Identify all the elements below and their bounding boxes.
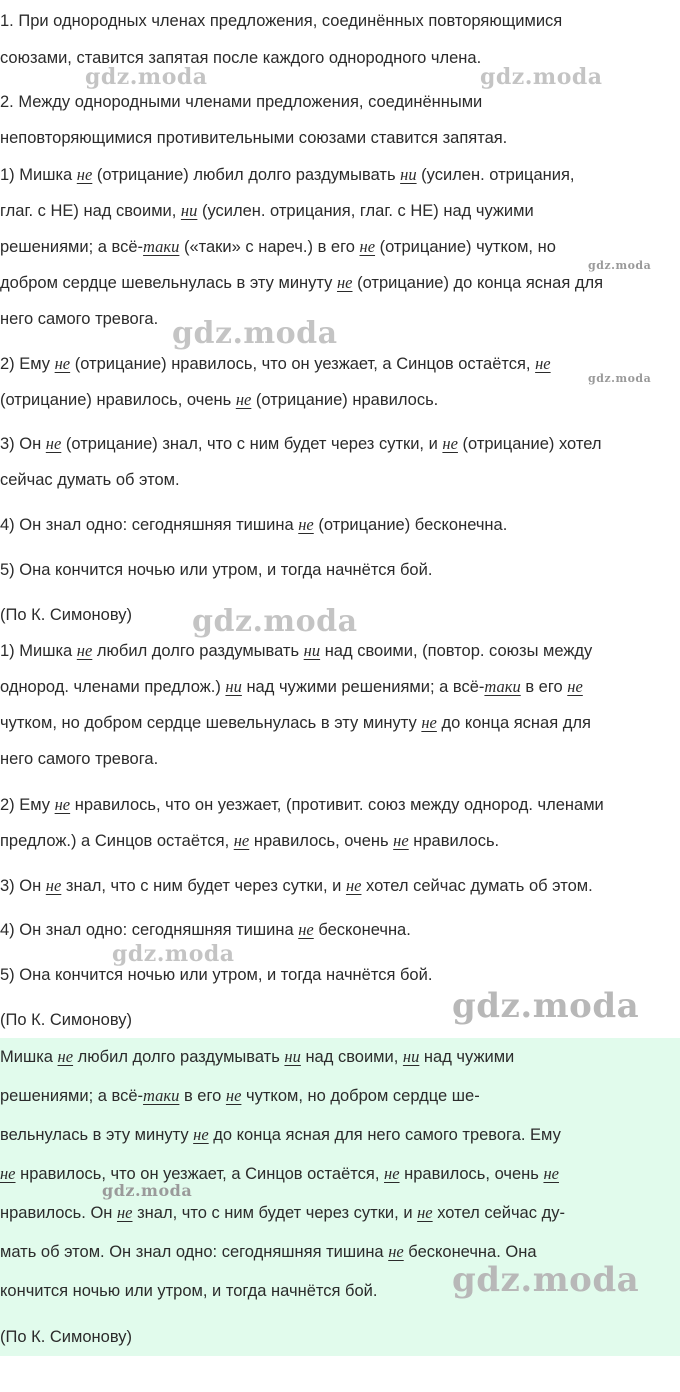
highlighted-word: не: [298, 920, 314, 939]
text-run: 3) Он: [0, 877, 46, 895]
text-run: мать об этом. Он знал одно: сегодняшняя тишина: [0, 1243, 389, 1261]
text-run: любил долго раздумывать: [92, 642, 304, 660]
text-line: [0, 200, 534, 222]
text-run: 1. При однородных членах предложения, соединённых повторяющимися: [0, 12, 563, 30]
watermark: gdz.moda: [452, 1260, 640, 1300]
text-run: до конца ясная для: [436, 714, 591, 732]
text-run: (отрицание) нравилось, очень: [0, 391, 236, 409]
text-run: бесконечна.: [313, 921, 411, 939]
highlighted-word: ни: [284, 1047, 301, 1066]
watermark: gdz.moda: [588, 259, 652, 272]
highlighted-word: таки: [143, 1086, 180, 1105]
text-run: кончится ночью или утром, и тогда начнётся бой.: [0, 1282, 378, 1300]
highlighted-word: таки: [143, 237, 180, 256]
text-run: любил долго раздумывать: [73, 1048, 285, 1066]
text-run: (отрицание) хотел: [457, 435, 602, 453]
text-line: [0, 964, 432, 986]
highlighted-word: не: [193, 1125, 209, 1144]
watermark: gdz.moda: [172, 316, 338, 351]
text-line: [0, 640, 592, 662]
highlighted-word: ни: [303, 641, 321, 660]
text-run: бесконечна. Она: [403, 1243, 537, 1261]
highlighted-word: не: [76, 165, 93, 184]
text-run: над своими, (повтор. союзы между: [320, 642, 593, 660]
text-run: в его: [520, 678, 568, 696]
text-run: над чужими: [419, 1048, 515, 1066]
text-line: [0, 1163, 559, 1185]
highlighted-word: не: [388, 1242, 404, 1261]
text-run: сейчас думать об этом.: [0, 471, 180, 489]
highlighted-word: не: [54, 354, 71, 373]
text-line: [0, 559, 432, 581]
text-run: предлож.) а Синцов остаётся,: [0, 832, 234, 850]
text-line: [0, 164, 575, 186]
text-run: нравилось, что он уезжает, (противит. союз между однород. членами: [70, 796, 604, 814]
text-run: (отрицание) чутком, но: [375, 238, 556, 256]
text-run: (По К. Симонову): [0, 1328, 132, 1346]
text-run: однород. членами предлож.): [0, 678, 226, 696]
highlighted-word: не: [57, 1047, 74, 1066]
text-run: вельнулась в эту минуту: [0, 1126, 194, 1144]
text-run: (усилен. отрицания,: [416, 166, 575, 184]
text-line: [0, 676, 583, 698]
text-run: нравилось.: [408, 832, 500, 850]
text-line: [0, 469, 180, 491]
highlighted-word: не: [0, 1164, 16, 1183]
text-run: (По К. Симонову): [0, 606, 132, 624]
text-run: 2) Ему: [0, 796, 55, 814]
text-run: знал, что с ним будет через сутки, и: [132, 1204, 418, 1222]
text-run: 4) Он знал одно: сегодняшняя тишина: [0, 921, 299, 939]
text-run: нравилось. Он: [0, 1204, 117, 1222]
text-run: него самого тревога.: [0, 750, 159, 768]
text-line: [0, 10, 562, 32]
highlighted-word: не: [567, 677, 583, 696]
text-line: [0, 604, 132, 626]
highlighted-word: ни: [400, 165, 417, 184]
text-run: над своими,: [300, 1048, 403, 1066]
text-line: [0, 1085, 480, 1107]
text-line: [0, 236, 556, 258]
watermark: gdz.moda: [452, 986, 640, 1026]
text-line: [0, 1124, 561, 1146]
text-run: (отрицание) нравилось, что он уезжает, а Синцов остаётся,: [70, 355, 536, 373]
text-run: 2) Ему: [0, 355, 55, 373]
highlighted-word: не: [45, 434, 62, 453]
text-run: 5) Она кончится ночью или утром, и тогда начнётся бой.: [0, 966, 433, 984]
text-run: знал, что с ним будет через сутки, и: [61, 877, 346, 895]
highlighted-word: не: [535, 354, 551, 373]
text-run: нравилось, очень: [399, 1165, 544, 1183]
text-line: [0, 127, 507, 149]
text-run: глаг. с НЕ) над своими,: [0, 202, 181, 220]
text-run: (отрицание) до конца ясная для: [352, 274, 604, 292]
text-line: [0, 433, 601, 455]
text-run: до конца ясная для него самого тревога. Ему: [208, 1126, 561, 1144]
text-run: 5) Она кончится ночью или утром, и тогда начнётся бой.: [0, 561, 433, 579]
text-line: [0, 748, 158, 770]
text-run: решениями; а всё-: [0, 238, 144, 256]
highlighted-word: не: [421, 713, 437, 732]
text-run: неповторяющимися противительными союзами ставится запятая.: [0, 129, 508, 147]
text-run: 1) Мишка: [0, 642, 77, 660]
highlighted-word: не: [393, 831, 409, 850]
text-line: [0, 47, 481, 69]
highlighted-word: не: [235, 390, 252, 409]
text-line: [0, 919, 411, 941]
text-run: союзами, ставится запятая после каждого однородного члена.: [0, 49, 482, 67]
text-run: 2. Между однородными членами предложения, соединёнными: [0, 93, 483, 111]
text-run: хотел сейчас думать об этом.: [361, 877, 593, 895]
highlighted-word: не: [298, 515, 314, 534]
text-run: чутком, но добром сердце ше-: [241, 1087, 480, 1105]
text-line: [0, 272, 603, 294]
text-line: [0, 91, 482, 113]
text-run: добром сердце шевельнулась в эту минуту: [0, 274, 337, 292]
highlighted-word: не: [225, 1086, 242, 1105]
text-line: [0, 1202, 565, 1224]
text-line: [0, 794, 604, 816]
watermark: gdz.moda: [85, 64, 208, 90]
highlighted-word: ни: [402, 1047, 420, 1066]
highlighted-word: таки: [484, 677, 521, 696]
text-run: 4) Он знал одно: сегодняшняя тишина: [0, 516, 299, 534]
highlighted-word: не: [336, 273, 353, 292]
text-line: [0, 1326, 132, 1348]
highlighted-word: не: [543, 1164, 559, 1183]
text-line: [0, 1046, 514, 1068]
highlighted-word: ни: [225, 677, 242, 696]
highlighted-word: не: [116, 1203, 133, 1222]
highlighted-word: не: [359, 237, 376, 256]
text-run: нравилось, очень: [249, 832, 394, 850]
text-run: него самого тревога.: [0, 310, 159, 328]
text-run: (отрицание) знал, что с ним будет через сутки, и: [61, 435, 443, 453]
text-run: («таки» с нареч.) в его: [179, 238, 360, 256]
highlighted-word: не: [233, 831, 250, 850]
highlighted-word: не: [345, 876, 362, 895]
watermark: gdz.moda: [102, 1181, 193, 1200]
watermark: gdz.moda: [112, 941, 235, 967]
text-run: в его: [179, 1087, 226, 1105]
watermark: gdz.moda: [480, 64, 603, 90]
text-line: [0, 389, 438, 411]
highlighted-word: не: [442, 434, 458, 453]
text-run: (По К. Симонову): [0, 1011, 132, 1029]
text-run: над чужими решениями; а всё-: [241, 678, 485, 696]
text-line: [0, 1009, 132, 1031]
highlighted-word: не: [417, 1203, 433, 1222]
text-run: (отрицание) бесконечна.: [313, 516, 508, 534]
watermark: gdz.moda: [192, 604, 358, 639]
text-run: 1) Мишка: [0, 166, 77, 184]
text-line: [0, 514, 507, 536]
highlighted-word: не: [45, 876, 62, 895]
text-run: (отрицание) любил долго раздумывать: [92, 166, 401, 184]
highlighted-word: не: [384, 1164, 400, 1183]
text-run: Мишка: [0, 1048, 58, 1066]
text-run: решениями; а всё-: [0, 1087, 144, 1105]
text-line: [0, 1280, 377, 1302]
highlighted-word: не: [76, 641, 93, 660]
text-line: [0, 308, 158, 330]
text-run: нравилось, что он уезжает, а Синцов остаётся,: [15, 1165, 385, 1183]
watermark: gdz.moda: [588, 372, 652, 385]
text-run: (усилен. отрицания, глаг. с НЕ) над чужими: [197, 202, 534, 220]
text-line: [0, 875, 593, 897]
text-run: чутком, но добром сердце шевельнулась в эту минуту: [0, 714, 422, 732]
text-run: (отрицание) нравилось.: [251, 391, 439, 409]
text-line: [0, 353, 551, 375]
highlighted-word: ни: [180, 201, 198, 220]
text-run: хотел сейчас ду-: [432, 1204, 565, 1222]
text-line: [0, 830, 499, 852]
text-line: [0, 712, 591, 734]
highlighted-word: не: [54, 795, 71, 814]
text-run: 3) Он: [0, 435, 46, 453]
